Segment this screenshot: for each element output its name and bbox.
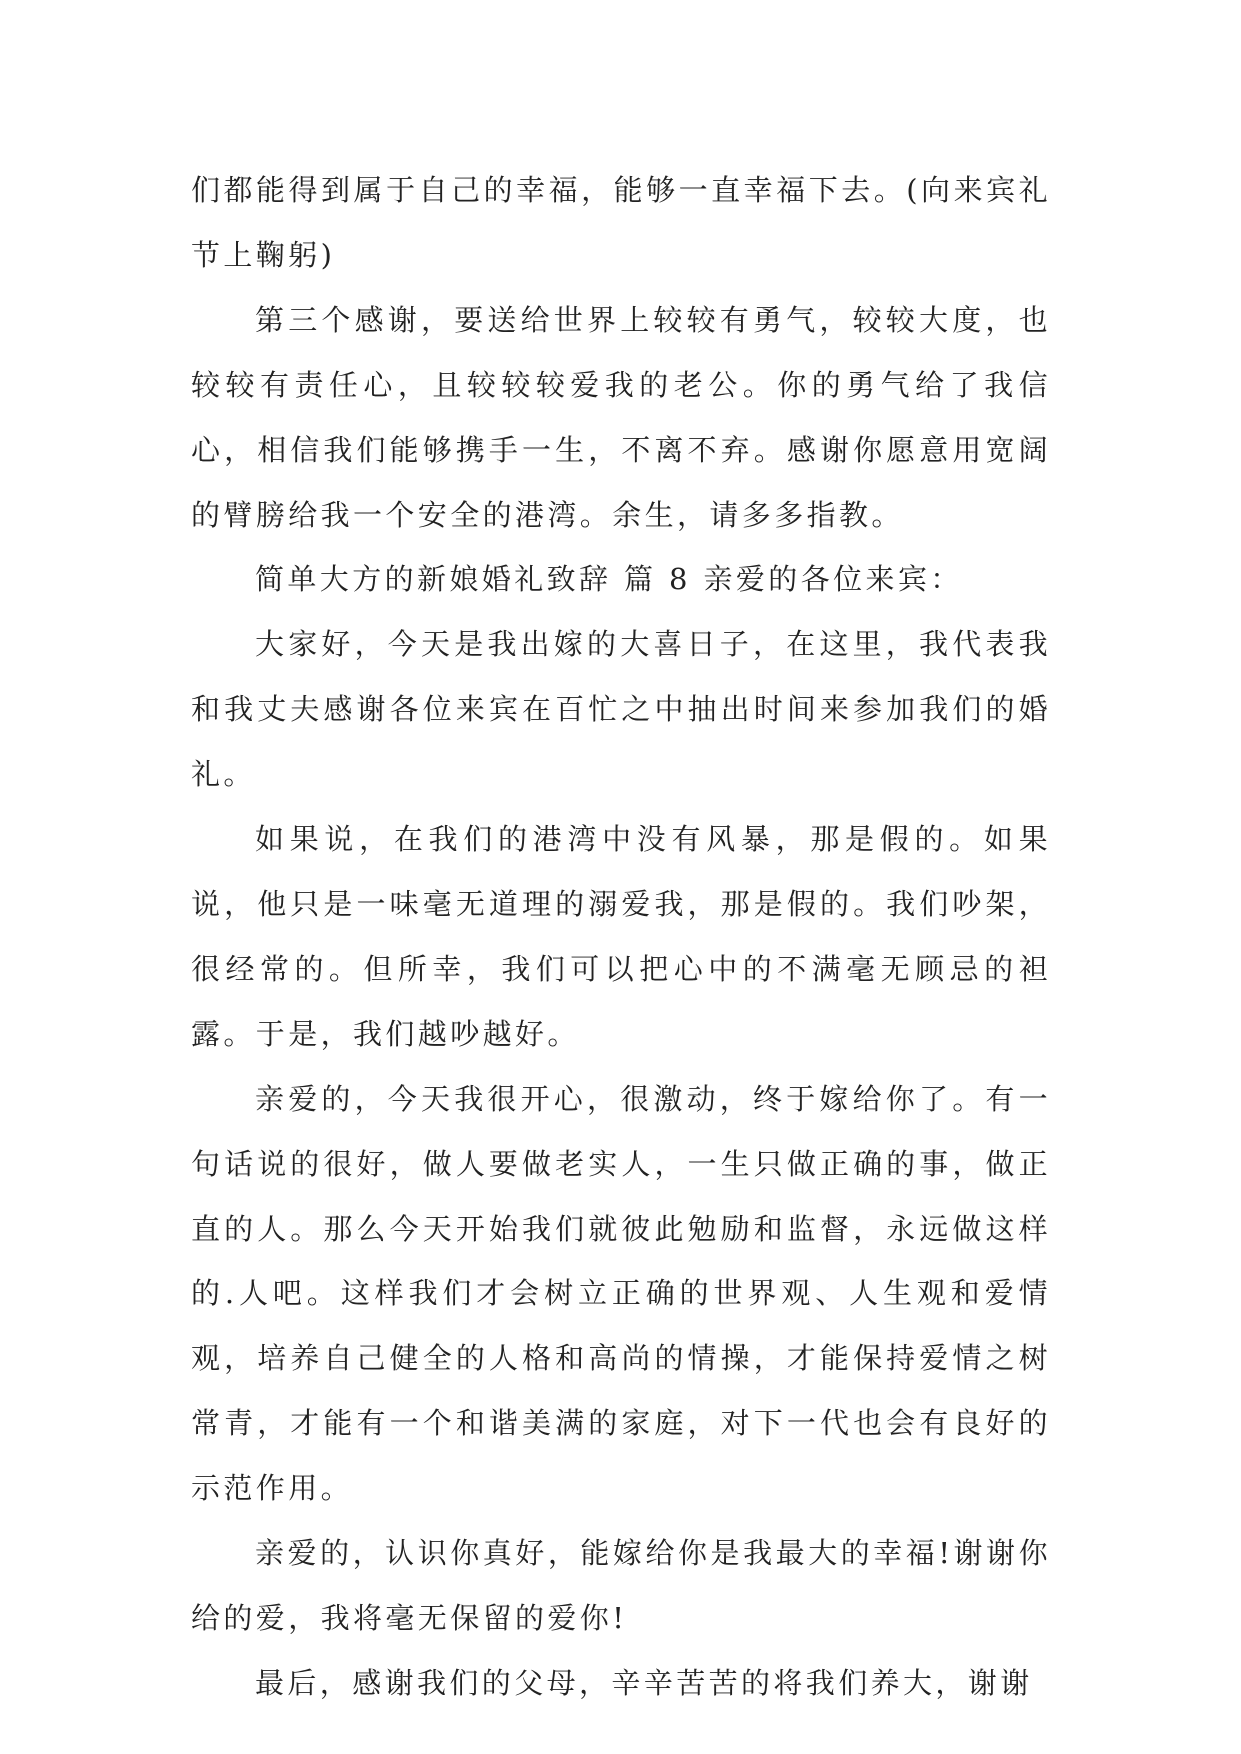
paragraph-third-thanks: 第三个感谢，要送给世界上较较有勇气，较较大度，也较较有责任心，且较较较爱我的老公。你的勇气给了我信心，相信我们能够携手一生，不离不弃。感谢你愿意用宽阔的臂膀给我一个安全的港湾。余生，请多多指教。: [191, 302, 1051, 532]
paragraph-continuation: 们都能得到属于自己的幸福，能够一直幸福下去。(向来宾礼节上鞠躬): [191, 173, 1051, 272]
document-body: [191, 158, 1051, 1716]
section-heading: 简单大方的新娘婚礼致辞 篇 8 亲爱的各位来宾：: [255, 562, 963, 597]
paragraph-greeting: 大家好，今天是我出嫁的大喜日子，在这里，我代表我和我丈夫感谢各位来宾在百忙之中抽出时间来参加我们的婚礼。: [191, 627, 1051, 792]
paragraph-happiness: 亲爱的，认识你真好，能嫁给你是我最大的幸福!谢谢你给的爱，我将毫无保留的爱你!: [191, 1536, 1051, 1635]
paragraph-parents: 最后，感谢我们的父母，辛辛苦苦的将我们养大，谢谢: [255, 1665, 1033, 1700]
paragraph-dear: 亲爱的，今天我很开心，很激动，终于嫁给你了。有一句话说的很好，做人要做老实人，一生只做正确的事，做正直的人。那么今天开始我们就彼此勉励和监督，永远做这样的.人吧。这样我们才会树立正确的世界观、人生观和爱情观，培养自己健全的人格和高尚的情操，才能保持爱情之树常青，才能有一个和谐美满的家庭，对下一代也会有良好的示范作用。: [191, 1081, 1051, 1506]
paragraph-harbor: 如果说，在我们的港湾中没有风暴，那是假的。如果说，他只是一味毫无道理的溺爱我，那是假的。我们吵架，很经常的。但所幸，我们可以把心中的不满毫无顾忌的袒露。于是，我们越吵越好。: [191, 822, 1051, 1051]
